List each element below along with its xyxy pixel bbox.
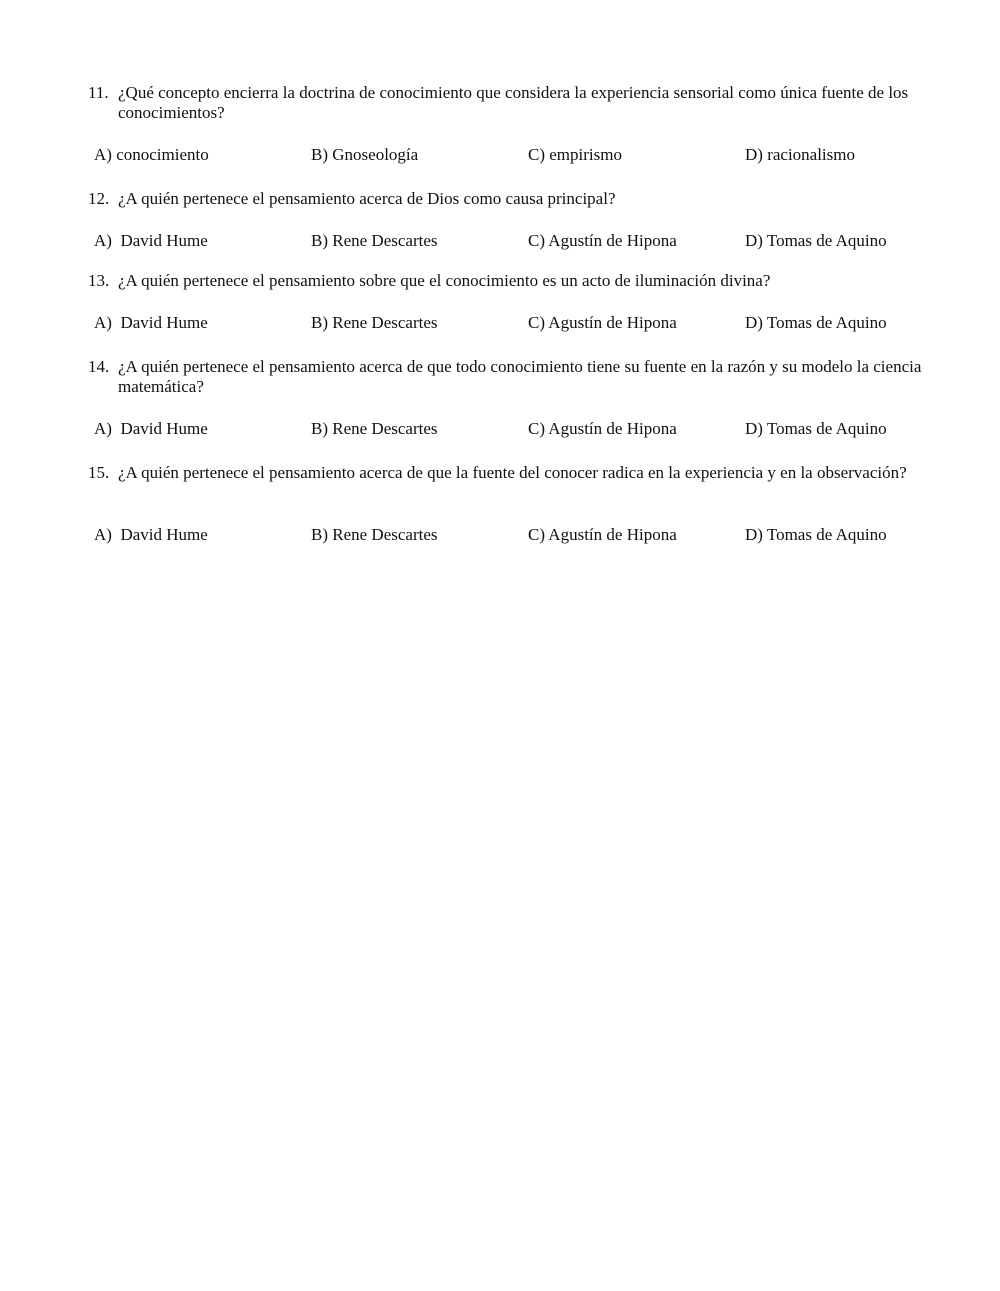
question-text: ¿A quién pertenece el pensamiento acerca de que todo conocimiento tiene su fuente en la razón y su modelo la ciencia matemática? [118, 357, 922, 396]
question-12 [88, 189, 938, 209]
question-number: 13. [88, 271, 110, 290]
option-b[interactable]: B) Rene Descartes [311, 313, 438, 332]
option-a[interactable]: A) David Hume [94, 419, 208, 438]
option-a[interactable]: A) David Hume [94, 231, 208, 250]
question-14 [88, 357, 938, 397]
option-c[interactable]: C) empirismo [528, 145, 622, 164]
options-13 [0, 312, 1000, 334]
question-number: 11. [88, 83, 109, 102]
option-a[interactable]: A) conocimiento [94, 145, 209, 164]
question-number: 12. [88, 189, 110, 208]
options-11 [0, 144, 1000, 166]
option-c[interactable]: C) Agustín de Hipona [528, 419, 677, 438]
question-13 [88, 271, 938, 291]
question-number: 15. [88, 463, 110, 482]
option-d[interactable]: D) Tomas de Aquino [745, 525, 887, 544]
question-text: ¿A quién pertenece el pensamiento acerca de Dios como causa principal? [118, 189, 616, 208]
option-c[interactable]: C) Agustín de Hipona [528, 231, 677, 250]
option-b[interactable]: B) Gnoseología [311, 145, 419, 164]
option-c[interactable]: C) Agustín de Hipona [528, 525, 677, 544]
option-d[interactable]: D) Tomas de Aquino [745, 313, 887, 332]
option-b[interactable]: B) Rene Descartes [311, 525, 438, 544]
option-b[interactable]: B) Rene Descartes [311, 419, 438, 438]
question-text: ¿A quién pertenece el pensamiento sobre que el conocimiento es un acto de iluminación divina? [118, 271, 771, 290]
question-number: 14. [88, 357, 110, 376]
question-11 [88, 83, 938, 123]
options-15 [0, 524, 1000, 546]
options-14 [0, 418, 1000, 440]
option-c[interactable]: C) Agustín de Hipona [528, 313, 677, 332]
option-a[interactable]: A) David Hume [94, 525, 208, 544]
question-15 [88, 463, 938, 483]
option-b[interactable]: B) Rene Descartes [311, 231, 438, 250]
option-d[interactable]: D) racionalismo [745, 145, 855, 164]
question-text: ¿Qué concepto encierra la doctrina de conocimiento que considera la experiencia sensorial como única fuente de los conocimientos? [118, 83, 909, 122]
options-12 [0, 230, 1000, 252]
question-text: ¿A quién pertenece el pensamiento acerca de que la fuente del conocer radica en la experiencia y en la observación? [118, 463, 907, 482]
option-d[interactable]: D) Tomas de Aquino [745, 231, 887, 250]
option-a[interactable]: A) David Hume [94, 313, 208, 332]
option-d[interactable]: D) Tomas de Aquino [745, 419, 887, 438]
